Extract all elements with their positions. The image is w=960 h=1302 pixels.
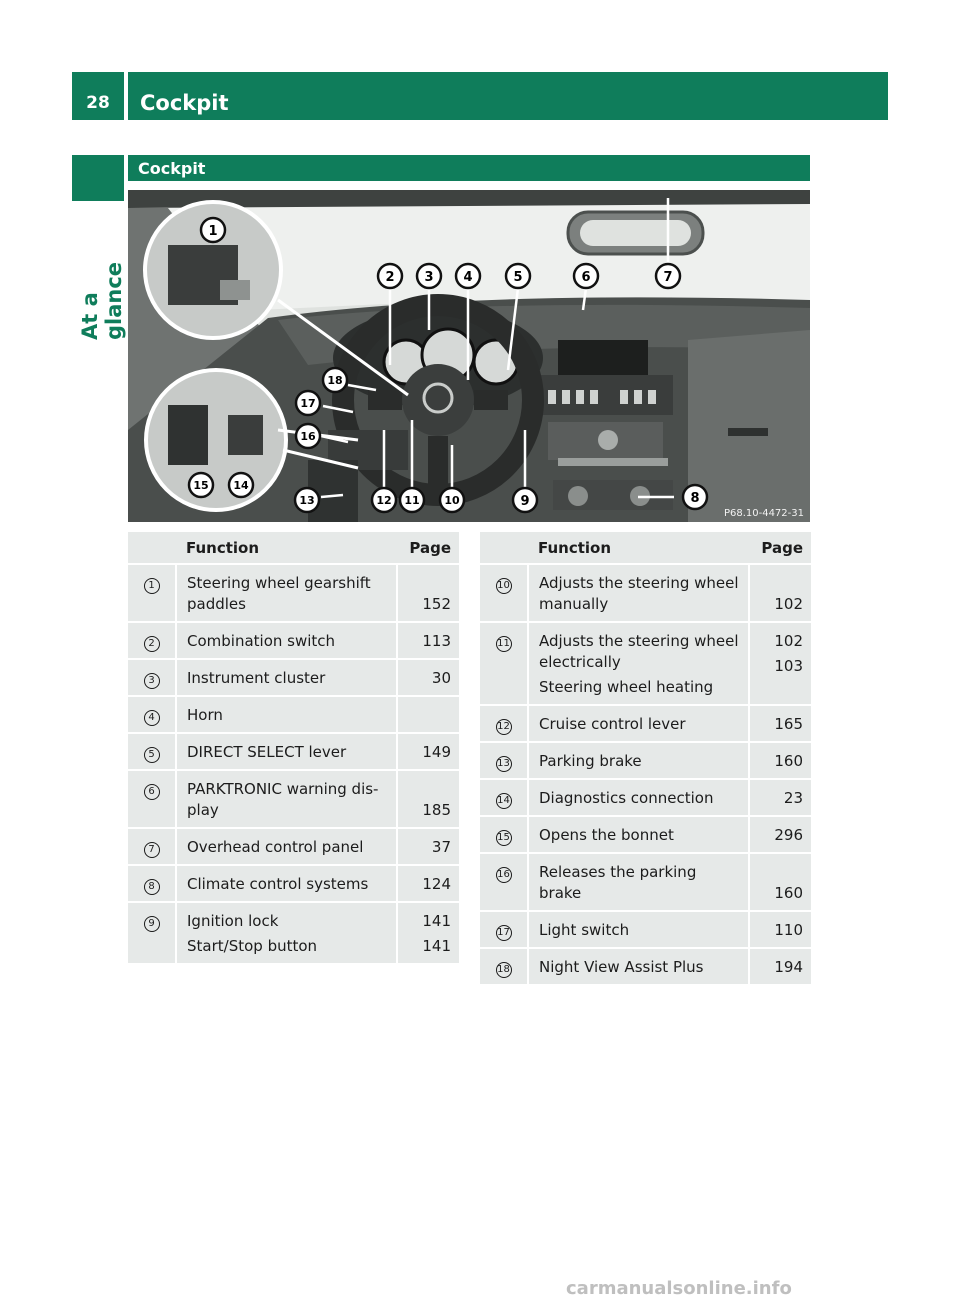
page-ref: 124 <box>422 875 451 893</box>
page-ref: 110 <box>774 921 803 939</box>
callout-14 <box>229 473 253 497</box>
table-row <box>480 816 811 853</box>
table-row <box>480 911 811 948</box>
function-label: Adjusts the steering wheel manually <box>539 574 739 613</box>
function-label: Night View Assist Plus <box>539 958 704 976</box>
item-number-badge: 6 <box>144 784 160 800</box>
page-ref: 113 <box>422 632 451 650</box>
item-number-badge: 13 <box>496 756 512 772</box>
callout-2 <box>378 264 402 288</box>
table-row <box>128 696 459 733</box>
item-number-badge: 7 <box>144 842 160 858</box>
cockpit-photo <box>128 190 810 522</box>
page-ref: 185 <box>422 801 451 819</box>
svg-text:6: 6 <box>581 270 591 285</box>
table-row <box>128 659 459 696</box>
callout-17 <box>296 391 320 415</box>
page-title: Cockpit <box>128 72 888 120</box>
page-number: 28 <box>72 72 124 120</box>
table-row <box>128 828 459 865</box>
function-label: PARKTRONIC warning dis-play <box>187 780 379 819</box>
page-ref: 141 <box>422 937 451 955</box>
callout-9 <box>513 488 537 512</box>
page-ref: 194 <box>774 958 803 976</box>
svg-text:5: 5 <box>513 270 523 285</box>
function-table-right <box>480 532 811 986</box>
page-ref: 102 <box>774 632 803 650</box>
page-ref: 23 <box>783 789 803 807</box>
item-number-badge: 15 <box>496 830 512 846</box>
callout-11 <box>400 488 424 512</box>
item-number-badge: 14 <box>496 793 512 809</box>
callout-12 <box>372 488 396 512</box>
page-ref: 37 <box>431 838 451 856</box>
function-label: Adjusts the steering wheel electrically <box>539 632 739 671</box>
page-ref: 30 <box>431 669 451 687</box>
svg-text:18: 18 <box>327 374 343 387</box>
col-function: Function <box>176 532 397 564</box>
table-row <box>128 902 459 964</box>
table-row <box>128 622 459 659</box>
function-label: Steering wheel heating <box>539 678 714 696</box>
table-row <box>128 564 459 622</box>
function-label: Combination switch <box>187 632 336 650</box>
item-number-badge: 3 <box>144 673 160 689</box>
table-row <box>480 742 811 779</box>
page-ref: 152 <box>422 595 451 613</box>
cockpit-illustration <box>128 190 810 522</box>
function-table-left <box>128 532 459 965</box>
svg-text:2: 2 <box>385 270 395 285</box>
callout-7 <box>656 264 680 288</box>
item-number-badge: 9 <box>144 916 160 932</box>
function-label: Ignition lock <box>187 912 279 930</box>
table-row <box>480 622 811 705</box>
svg-text:11: 11 <box>404 494 420 507</box>
item-number-badge: 1 <box>144 578 160 594</box>
function-label: Diagnostics connection <box>539 789 714 807</box>
svg-text:7: 7 <box>663 270 673 285</box>
function-label: Cruise control lever <box>539 715 686 733</box>
svg-text:4: 4 <box>463 270 473 285</box>
svg-text:15: 15 <box>193 479 209 492</box>
item-number-badge: 17 <box>496 925 512 941</box>
item-number-badge: 5 <box>144 747 160 763</box>
item-number-badge: 4 <box>144 710 160 726</box>
table-row <box>480 564 811 622</box>
callout-8 <box>683 485 707 509</box>
function-label: Horn <box>187 706 223 724</box>
callout-4 <box>456 264 480 288</box>
callout-13 <box>295 488 319 512</box>
col-page: Page <box>749 532 811 564</box>
function-label: Parking brake <box>539 752 642 770</box>
svg-text:1: 1 <box>208 224 218 239</box>
table-row <box>480 853 811 911</box>
watermark: carmanualsonline.info <box>566 1278 792 1299</box>
callout-5 <box>506 264 530 288</box>
page-ref: 165 <box>774 715 803 733</box>
table-row <box>480 779 811 816</box>
page-ref: 296 <box>774 826 803 844</box>
col-page: Page <box>397 532 459 564</box>
page-ref: 102 <box>774 595 803 613</box>
function-label: Releases the parking brake <box>539 863 697 902</box>
item-number-badge: 18 <box>496 962 512 978</box>
item-number-badge: 12 <box>496 719 512 735</box>
col-function: Function <box>528 532 749 564</box>
callout-10 <box>440 488 464 512</box>
svg-text:16: 16 <box>300 430 316 443</box>
page-ref: 160 <box>774 884 803 902</box>
function-label: Overhead control panel <box>187 838 364 856</box>
item-number-badge: 11 <box>496 636 512 652</box>
table-row <box>128 733 459 770</box>
side-label: At a glance <box>78 261 126 340</box>
svg-text:13: 13 <box>299 494 315 507</box>
table-row <box>128 865 459 902</box>
svg-text:8: 8 <box>690 491 700 506</box>
callout-16 <box>296 424 320 448</box>
function-label: DIRECT SELECT lever <box>187 743 347 761</box>
section-title: Cockpit <box>128 155 810 181</box>
table-row <box>480 948 811 985</box>
side-tab <box>72 155 124 201</box>
page-ref: 160 <box>774 752 803 770</box>
svg-text:10: 10 <box>444 494 460 507</box>
table-row <box>128 770 459 828</box>
callout-6 <box>574 264 598 288</box>
callout-3 <box>417 264 441 288</box>
item-number-badge: 8 <box>144 879 160 895</box>
callout-15 <box>189 473 213 497</box>
item-number-badge: 16 <box>496 867 512 883</box>
function-label: Start/Stop button <box>187 937 318 955</box>
svg-text:3: 3 <box>424 270 434 285</box>
callout-18 <box>323 368 347 392</box>
callout-1 <box>201 218 225 242</box>
page-ref: 141 <box>422 912 451 930</box>
svg-text:9: 9 <box>520 494 530 509</box>
function-label: Opens the bonnet <box>539 826 674 844</box>
function-label: Instrument cluster <box>187 669 326 687</box>
function-label: Climate control systems <box>187 875 369 893</box>
function-label: Steering wheel gearshift paddles <box>187 574 371 613</box>
photo-reference: P68.10-4472-31 <box>723 508 804 519</box>
svg-text:14: 14 <box>233 479 249 492</box>
function-label: Light switch <box>539 921 630 939</box>
item-number-badge: 10 <box>496 578 512 594</box>
page-ref: 149 <box>422 743 451 761</box>
table-row <box>480 705 811 742</box>
svg-text:17: 17 <box>300 397 316 410</box>
item-number-badge: 2 <box>144 636 160 652</box>
svg-text:12: 12 <box>376 494 392 507</box>
page-ref: 103 <box>774 657 803 675</box>
